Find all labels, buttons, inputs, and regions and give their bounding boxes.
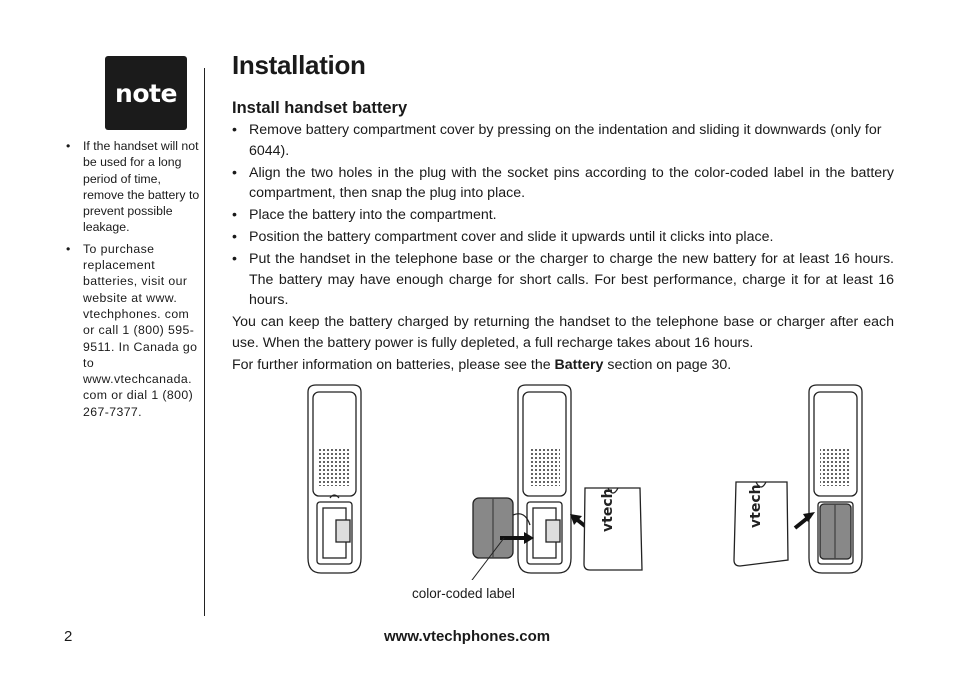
step-item: • Place the battery into the compartment. [232,205,894,226]
sidebar-notes [66,138,202,425]
steps-list [232,120,894,311]
brand-logo: vtech [748,484,764,528]
brand-logo: vtech [600,488,616,532]
note-label: note [115,78,177,108]
further-info-suffix: section on page 30. [603,356,732,373]
step-item: • Put the handset in the telephone base or the charger to charge the new battery for at least 16 hours. The battery may have enough charge for short calls. For best performance, charge it for at least 16 hours. [232,249,894,311]
sidebar-note: • To purchase replacement batteries, visit our website at www. vtechphones. com or call 1 (800) 595-9511. In Canada go to www.vtechcanada. com or dial 1 (800) 267-7377. [66,241,202,420]
page-title: Installation [232,50,366,80]
sidebar-note: • If the handset will not be used for a long period of time, remove the battery to prevent possible leakage. [66,138,202,236]
keep-charged-paragraph: You can keep the battery charged by returning the handset to the telephone base or charger after each use. When the battery power is fully depleted, a full recharge takes about 16 hours. [232,314,894,351]
step-item: • Remove battery compartment cover by pressing on the indentation and sliding it downwards (only for 6044). [232,120,894,161]
section-subtitle: Install handset battery [232,99,408,117]
main-content [232,120,894,375]
battery-cover [584,488,642,570]
column-divider [204,68,205,616]
further-info-paragraph [232,355,894,376]
step-item: • Align the two holes in the plug with the socket pins according to the color-coded label in the battery compartment, then snap the plug into place. [232,163,894,204]
handset-open-compartment [308,385,361,573]
further-info-prefix: For further information on batteries, please see the [232,356,555,373]
color-coded-label-caption: color-coded label [412,586,515,601]
note-badge [105,56,187,130]
battery-installation-illustration [290,380,890,580]
step-item: • Position the battery compartment cover and slide it upwards until it clicks into place. [232,227,894,248]
battery-section-ref: Battery [554,356,604,373]
handset-connect-plug [518,385,571,573]
battery-cover-replace [734,482,788,566]
handset-with-battery [809,385,862,573]
footer-url[interactable]: www.vtechphones.com [384,628,551,645]
page-number: 2 [64,628,73,645]
